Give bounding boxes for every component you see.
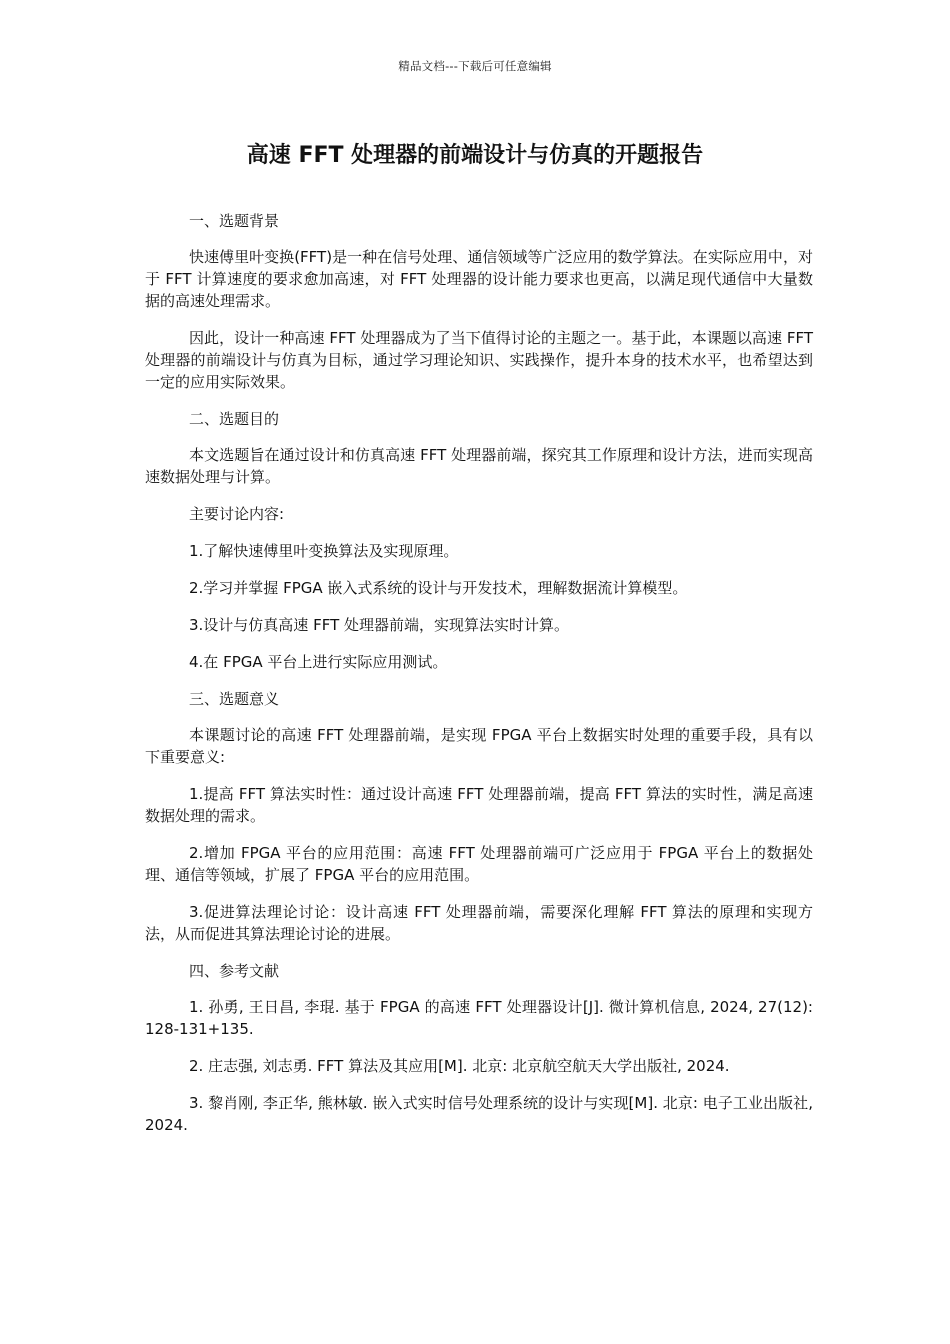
purpose-list-item: 2.学习并掌握 FPGA 嵌入式系统的设计与开发技术，理解数据流计算模型。 bbox=[189, 579, 688, 597]
purpose-paragraph: 主要讨论内容: bbox=[189, 505, 285, 523]
purpose-list-item: 3.设计与仿真高速 FFT 处理器前端，实现算法实时计算。 bbox=[189, 616, 570, 634]
reference-item: 1. 孙勇, 王日昌, 李琨. 基于 FPGA 的高速 FFT 处理器设计[J]. 微计算机信息, 2024, 27(12): 128-131+135. bbox=[145, 998, 813, 1038]
document-body bbox=[145, 210, 813, 1151]
document-title: 高速 FFT 处理器的前端设计与仿真的开题报告 bbox=[246, 143, 704, 168]
purpose-paragraph: 本文选题旨在通过设计和仿真高速 FFT 处理器前端，探究其工作原理和设计方法，进而实现高速数据处理与计算。 bbox=[145, 446, 813, 486]
significance-list-item: 1.提高 FFT 算法实时性：通过设计高速 FFT 处理器前端，提高 FFT 算法的实时性，满足高速数据处理的需求。 bbox=[145, 785, 813, 825]
section-heading-purpose: 二、选题目的 bbox=[189, 410, 280, 428]
purpose-list-item: 4.在 FPGA 平台上进行实际应用测试。 bbox=[189, 653, 448, 671]
section-heading-background: 一、选题背景 bbox=[189, 212, 280, 230]
reference-item: 3. 黎肖刚, 李正华, 熊林敏. 嵌入式实时信号处理系统的设计与实现[M]. 北京: 电子工业出版社, 2024. bbox=[145, 1094, 813, 1134]
background-paragraph: 因此，设计一种高速 FFT 处理器成为了当下值得讨论的主题之一。基于此，本课题以高速 FFT 处理器的前端设计与仿真为目标，通过学习理论知识、实践操作，提升本身的技术水平，也希望达到一定的应用实际效果。 bbox=[145, 329, 813, 391]
significance-paragraph: 本课题讨论的高速 FFT 处理器前端，是实现 FPGA 平台上数据实时处理的重要手段，具有以下重要意义: bbox=[145, 726, 813, 766]
significance-list-item: 3.促进算法理论讨论：设计高速 FFT 处理器前端，需要深化理解 FFT 算法的原理和实现方法，从而促进其算法理论讨论的进展。 bbox=[145, 903, 813, 943]
purpose-list-item: 1.了解快速傅里叶变换算法及实现原理。 bbox=[189, 542, 459, 560]
section-heading-references: 四、参考文献 bbox=[189, 962, 280, 980]
reference-item: 2. 庄志强, 刘志勇. FFT 算法及其应用[M]. 北京: 北京航空航天大学出版社, 2024. bbox=[189, 1057, 730, 1075]
section-heading-significance: 三、选题意义 bbox=[189, 690, 280, 708]
significance-list-item: 2.增加 FPGA 平台的应用范围：高速 FFT 处理器前端可广泛应用于 FPGA 平台上的数据处理、通信等领域，扩展了 FPGA 平台的应用范围。 bbox=[145, 844, 813, 884]
header-note: 精品文档---下载后可任意编辑 bbox=[398, 59, 552, 73]
background-paragraph: 快速傅里叶变换(FFT)是一种在信号处理、通信领域等广泛应用的数学算法。在实际应用中，对于 FFT 计算速度的要求愈加高速，对 FFT 处理器的设计能力要求也更高，以满足现代通信中大量数据的高速处理需求。 bbox=[145, 248, 813, 310]
